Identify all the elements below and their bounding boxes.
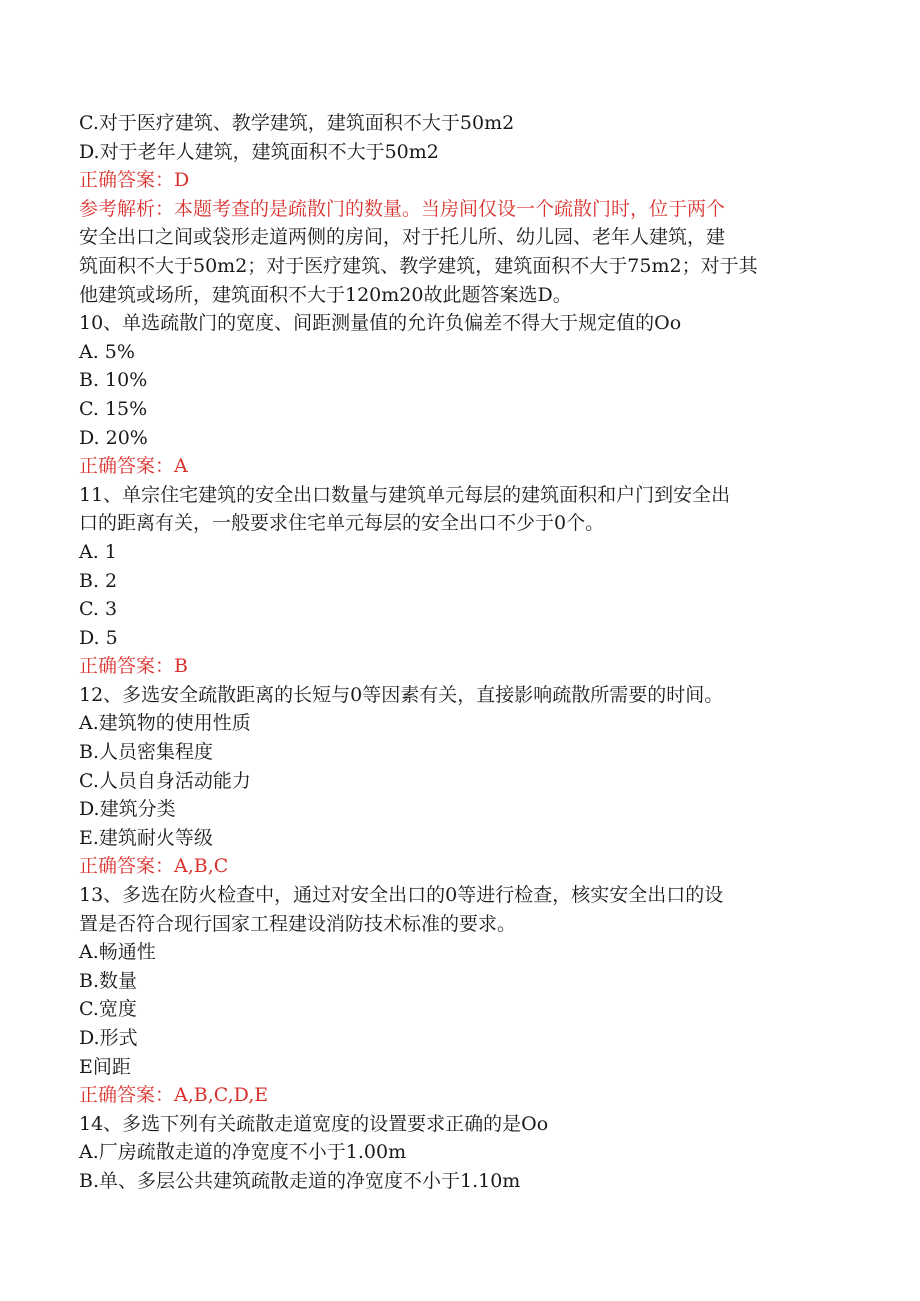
q11-option-c: C. 3 bbox=[79, 598, 118, 621]
q9-analysis-line-3: 筑面积不大于50m2；对于医疗建筑、教学建筑，建筑面积不大于75m2；对于其 bbox=[79, 254, 758, 277]
q12-option-a: A.建筑物的使用性质 bbox=[79, 712, 251, 735]
q9-option-c: C.对于医疗建筑、教学建筑，建筑面积不大于50m2 bbox=[79, 112, 515, 134]
q11-stem-line-2: 口的距离有关，一般要求住宅单元每层的安全出口不少于0个。 bbox=[79, 512, 605, 535]
q10-answer: 正确答案：A bbox=[79, 455, 188, 478]
q10-option-a: A. 5% bbox=[79, 340, 135, 363]
q9-analysis-text-1: 参考解析：本题考查的是疏散门的数量。当房间仅设一个疏散门时，位于两个 bbox=[79, 197, 726, 220]
q9-analysis-line-4: 他建筑或场所，建筑面积不大于120m20故此题答案选D。 bbox=[79, 283, 572, 306]
q14-option-a: A.厂房疏散走道的净宽度不小于1.00m bbox=[79, 1141, 407, 1164]
q9-option-d: D.对于老年人建筑，建筑面积不大于50m2 bbox=[79, 140, 439, 163]
q14-option-b: B.单、多层公共建筑疏散走道的净宽度不小于1.10m bbox=[79, 1169, 521, 1192]
document-body bbox=[79, 109, 839, 1196]
q11-answer: 正确答案：B bbox=[79, 655, 188, 678]
q11-option-d: D. 5 bbox=[79, 626, 118, 649]
q9-answer: 正确答案：D bbox=[79, 169, 190, 192]
q9-analysis-line-2: 安全出口之间或袋形走道两侧的房间，对于托儿所、幼儿园、老年人建筑，建 bbox=[79, 226, 726, 249]
q12-option-c: C.人员自身活动能力 bbox=[79, 769, 251, 792]
q10-option-b: B. 10% bbox=[79, 369, 148, 392]
q9-analysis-line-1 bbox=[79, 195, 839, 224]
q13-option-e: E间距 bbox=[79, 1055, 131, 1078]
q13-stem-line-2: 置是否符合现行国家工程建设消防技术标准的要求。 bbox=[79, 912, 517, 935]
q13-option-d: D.形式 bbox=[79, 1027, 138, 1049]
q12-stem: 12、多选安全疏散距离的长短与0等因素有关，直接影响疏散所需要的时间。 bbox=[79, 683, 724, 706]
q10-option-d: D. 20% bbox=[79, 426, 148, 449]
q11-stem-line-1: 11、单宗住宅建筑的安全出口数量与建筑单元每层的建筑面积和户门到安全出 bbox=[79, 483, 731, 506]
q12-option-b: B.人员密集程度 bbox=[79, 741, 214, 764]
q13-option-b: B.数量 bbox=[79, 969, 138, 992]
q13-option-a: A.畅通性 bbox=[79, 941, 156, 964]
q10-stem: 10、单选疏散门的宽度、间距测量值的允许负偏差不得大于规定值的Oo bbox=[79, 312, 682, 335]
q11-option-a: A. 1 bbox=[79, 540, 117, 563]
q11-option-b: B. 2 bbox=[79, 569, 118, 592]
q13-option-c: C.宽度 bbox=[79, 998, 137, 1021]
q12-option-e: E.建筑耐火等级 bbox=[79, 826, 213, 849]
q14-stem: 14、多选下列有关疏散走道宽度的设置要求正确的是Oo bbox=[79, 1112, 549, 1135]
q12-option-d: D.建筑分类 bbox=[79, 798, 176, 821]
q13-answer: 正确答案：A,B,C,D,E bbox=[79, 1084, 269, 1107]
q12-answer: 正确答案：A,B,C bbox=[79, 855, 229, 878]
q13-stem-line-1: 13、多选在防火检查中，通过对安全出口的0等进行检查，核实安全出口的设 bbox=[79, 884, 724, 907]
q10-option-c: C. 15% bbox=[79, 397, 148, 420]
